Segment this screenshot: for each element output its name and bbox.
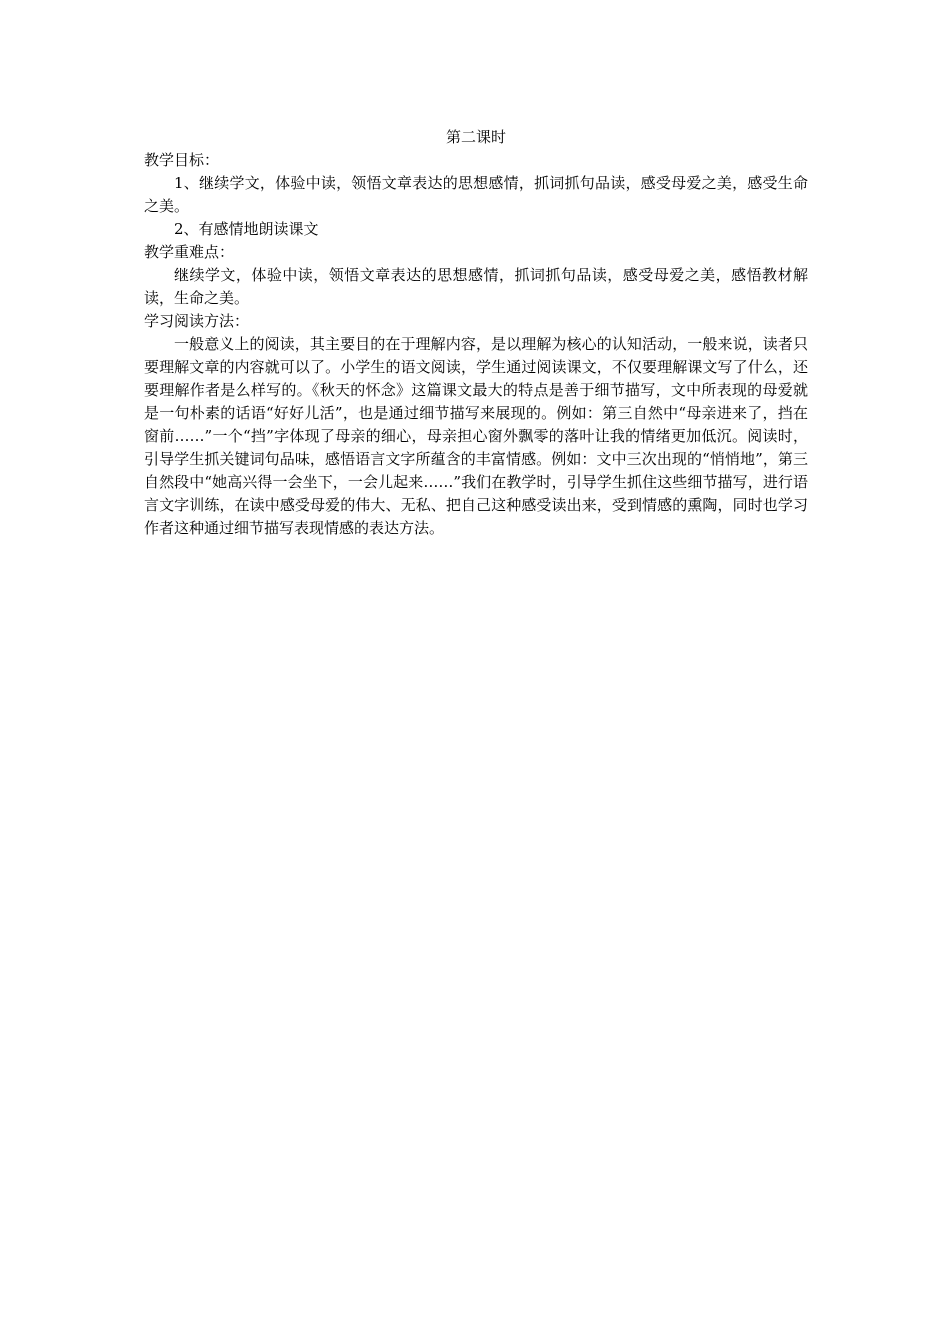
- paragraph: 2、有感情地朗读课文: [174, 220, 319, 238]
- section-heading: 学习阅读方法：: [144, 312, 250, 330]
- section-teaching-goals: [144, 149, 808, 241]
- paragraph: 一般意义上的阅读，其主要目的在于理解内容，是以理解为核心的认知活动，一般来说，读者只要理解文章的内容就可以了。小学生的语文阅读，学生通过阅读课文，不仅要理解课文写了什么，还要理解作者是么样写的。《秋天的怀念》这篇课文最大的特点是善于细节描写，文中所表现的母爱就是一句朴素的话语“好好儿活”，也是通过细节描写来展现的。例如：第三自然中“母亲进来了，挡在窗前……”一个“挡”字体现了母亲的细心，母亲担心窗外飘零的落叶让我的情绪更加低沉。阅读时，引导学生抓关键词句品味，感悟语言文字所蕴含的丰富情感。例如：文中三次出现的“悄悄地”，第三自然段中“她高兴得一会坐下，一会儿起来……”我们在教学时，引导学生抓住这些细节描写，进行语言文字训练，在读中感受母爱的伟大、无私、把自己这种感受读出来，受到情感的熏陶，同时也学习作者这种通过细节描写表现情感的表达方法。: [144, 335, 808, 537]
- document-page: [144, 126, 808, 540]
- section-reading-methods: [144, 310, 808, 540]
- page-title: 第二课时: [445, 128, 506, 146]
- paragraph: 继续学文，体验中读，领悟文章表达的思想感情，抓词抓句品读，感受母爱之美，感悟教材解读，生命之美。: [144, 266, 808, 307]
- section-heading: 教学目标：: [144, 151, 220, 169]
- section-key-difficulties: [144, 241, 808, 310]
- section-heading: 教学重难点：: [144, 243, 235, 261]
- paragraph: 1、继续学文，体验中读，领悟文章表达的思想感情，抓词抓句品读，感受母爱之美，感受生命之美。: [144, 174, 808, 215]
